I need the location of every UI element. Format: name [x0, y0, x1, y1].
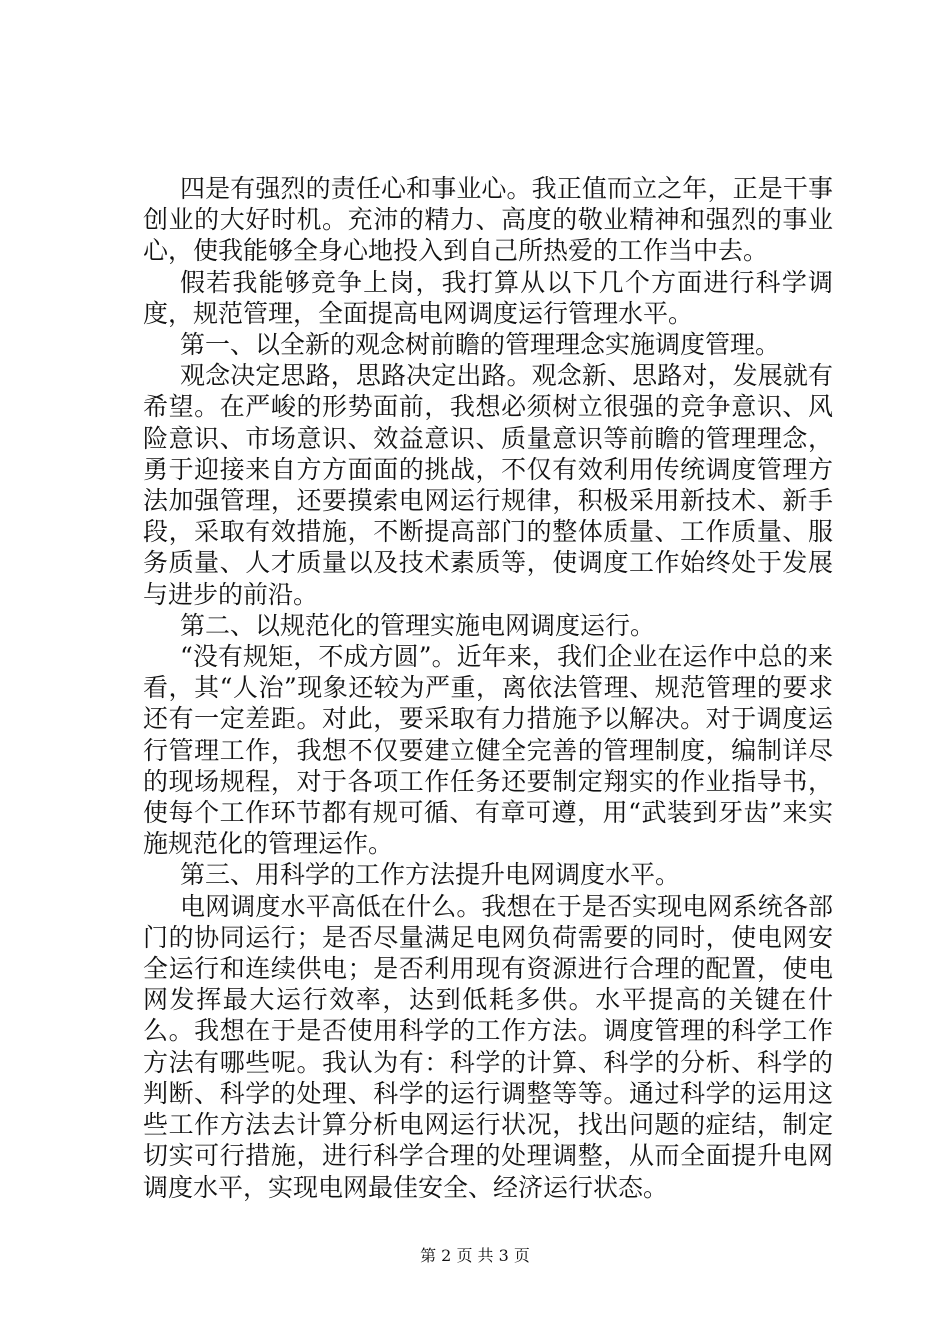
- paragraph-responsibility: 四是有强烈的责任心和事业心。我正值而立之年，正是干事创业的大好时机。充沛的精力、高度的敬业精神和强烈的事业心，使我能够全身心地投入到自己所热爱的工作当中去。: [143, 174, 833, 266]
- paragraph-plan-intro: 假若我能够竞争上岗，我打算从以下几个方面进行科学调度，规范管理，全面提高电网调度运行管理水平。: [143, 267, 833, 328]
- heading-second-point: 第二、以规范化的管理实施电网调度运行。: [180, 610, 656, 640]
- page-number-footer: 第 2 页 共 3 页: [420, 1246, 530, 1265]
- heading-first-point: 第一、以全新的观念树前瞻的管理理念实施调度管理。: [180, 330, 781, 360]
- heading-third-point: 第三、用科学的工作方法提升电网调度水平。: [180, 860, 681, 890]
- document-body: [143, 173, 833, 1203]
- paragraph-third-point: 电网调度水平高低在什么。我想在于是否实现电网系统各部门的协同运行；是否尽量满足电网负荷需要的同时，使电网安全运行和连续供电；是否利用现有资源进行合理的配置，使电网发挥最大运行效率，达到低耗多供。水平提高的关键在什么。我想在于是否使用科学的工作方法。调度管理的科学工作方法有哪些呢。我认为有：科学的计算、科学的分析、科学的判断、科学的处理、科学的运行调整等等。通过科学的运用这些工作方法去计算分析电网运行状况，找出问题的症结，制定切实可行措施，进行科学合理的处理调整，从而全面提升电网调度水平，实现电网最佳安全、经济运行状态。: [143, 891, 833, 1202]
- paragraph-second-point: “没有规矩，不成方圆”。近年来，我们企业在运作中总的来看，其“人治”现象还较为严重，离依法管理、规范管理的要求还有一定差距。对此，要采取有力措施予以解决。对于调度运行管理工作，我想不仅要建立健全完善的管理制度，编制详尽的现场规程，对于各项工作任务还要制定翔实的作业指导书，使每个工作环节都有规可循、有章可遵，用“武装到牙齿”来实施规范化的管理运作。: [143, 642, 833, 859]
- paragraph-first-point: 观念决定思路，思路决定出路。观念新、思路对，发展就有希望。在严峻的形势面前，我想必须树立很强的竞争意识、风险意识、市场意识、效益意识、质量意识等前瞻的管理理念，勇于迎接来自方方面面的挑战，不仅有效利用传统调度管理方法加强管理，还要摸索电网运行规律，积极采用新技术、新手段，采取有效措施，不断提高部门的整体质量、工作质量、服务质量、人才质量以及技术素质等，使调度工作始终处于发展与进步的前沿。: [143, 361, 833, 609]
